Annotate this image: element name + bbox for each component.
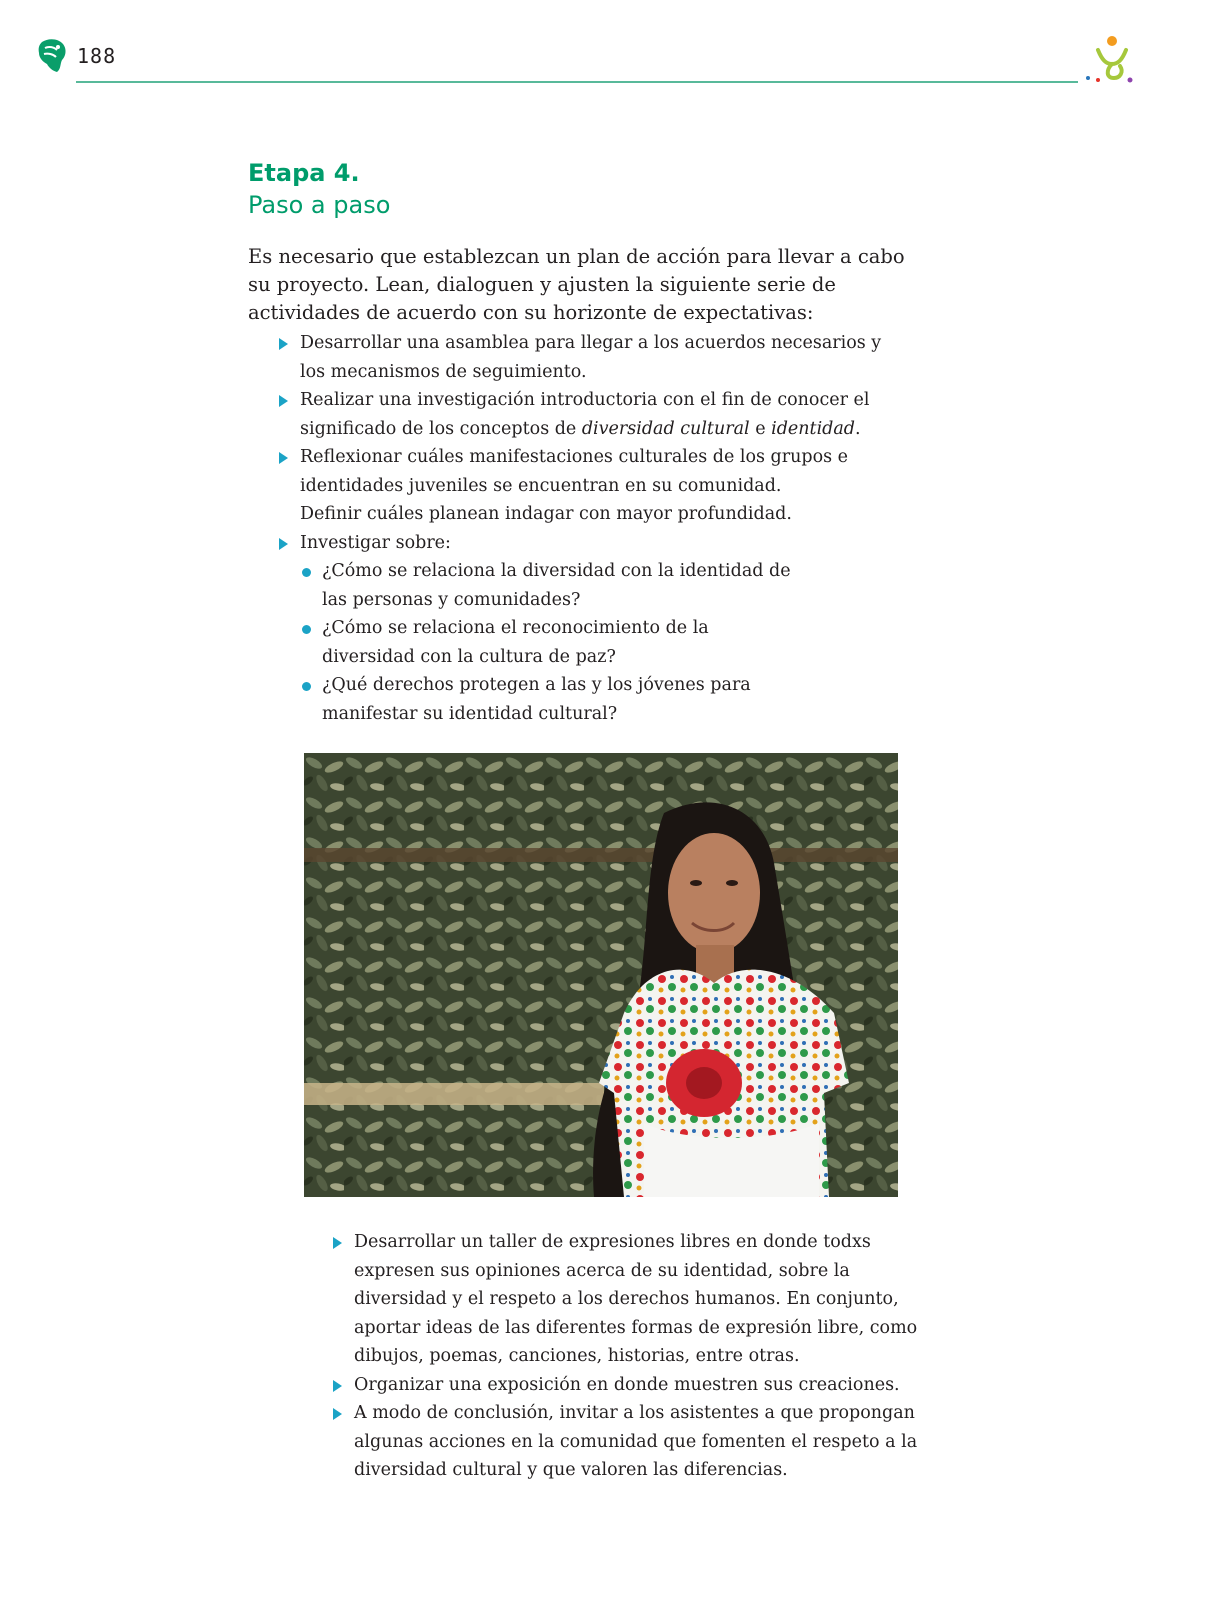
triangle-bullet-icon xyxy=(279,538,288,550)
step-text: Investigar sobre: xyxy=(300,532,451,553)
colorful-figure-emblem-icon xyxy=(1084,34,1136,86)
question-item xyxy=(300,557,800,614)
triangle-bullet-icon xyxy=(279,452,288,464)
step-text: A modo de conclusión, invitar a los asistentes a que propongan algunas acciones en la comunidad que fomenten el respeto a la diversidad cultural y que valoren las diferencias. xyxy=(354,1403,918,1480)
intro-paragraph: Es necesario que establezcan un plan de acción para llevar a cabo su proyecto. Lean, dialoguen y ajusten la siguiente serie de actividades de acuerdo con su horizonte de expectativas: xyxy=(248,245,905,324)
triangle-bullet-icon xyxy=(333,1380,342,1392)
list-item xyxy=(276,329,896,386)
dot-bullet-icon xyxy=(302,568,311,577)
triangle-bullet-icon xyxy=(279,395,288,407)
triangle-bullet-icon xyxy=(333,1237,342,1249)
question-text: ¿Qué derechos protegen a las y los jóvenes para manifestar su identidad cultural? xyxy=(322,675,751,724)
term-identity: identidad xyxy=(771,418,856,439)
list-item xyxy=(276,386,896,443)
dot-bullet-icon xyxy=(302,625,311,634)
triangle-bullet-icon xyxy=(333,1408,342,1420)
step-text: Desarrollar una asamblea para llegar a los acuerdos necesarios y los mecanismos de seguimiento. xyxy=(300,333,882,382)
questions-list xyxy=(300,557,800,728)
question-item xyxy=(300,614,800,671)
list-item xyxy=(330,1371,930,1400)
step-text: Desarrollar un taller de expresiones libres en donde todxs expresen sus opiniones acerca de su identidad, sobre la diversidad y el respeto a los derechos humanos. En conjunto, aportar ideas de las diferentes formas de expresión libre, como dibujos, poemas, canciones, historias, entre otras. xyxy=(354,1232,918,1366)
term-connector: e xyxy=(749,418,772,439)
steps-list-continued xyxy=(330,1228,930,1485)
step-end: . xyxy=(855,418,861,439)
header-rule xyxy=(76,81,1078,83)
step-text: Realizar una investigación introductoria con el fin de conocer el significado de los conceptos de xyxy=(300,390,870,439)
steps-list xyxy=(276,329,896,728)
list-item xyxy=(330,1228,930,1371)
stage-title: Etapa 4. xyxy=(248,159,360,187)
question-item xyxy=(300,671,800,728)
page-number: 188 xyxy=(77,44,117,68)
list-item xyxy=(330,1399,930,1485)
photo-young-woman-embroidered-blouse xyxy=(304,753,898,1197)
term-cultural-diversity: diversidad cultural xyxy=(581,418,750,439)
section-subtitle: Paso a paso xyxy=(248,191,391,219)
step-text-continued: Definir cuáles planean indagar con mayor profundidad. xyxy=(300,504,792,524)
green-bird-logo-icon xyxy=(36,38,68,74)
question-text: ¿Cómo se relaciona la diversidad con la identidad de las personas y comunidades? xyxy=(322,561,791,610)
list-item xyxy=(276,443,896,529)
section-heading xyxy=(248,157,390,221)
step-text: Organizar una exposición en donde muestren sus creaciones. xyxy=(354,1374,900,1395)
list-item xyxy=(276,529,896,729)
photo-illustration xyxy=(304,753,898,1197)
triangle-bullet-icon xyxy=(279,338,288,350)
step-text: Reflexionar cuáles manifestaciones culturales de los grupos e identidades juveniles se encuentran en su comunidad. xyxy=(300,447,849,496)
dot-bullet-icon xyxy=(302,682,311,691)
question-text: ¿Cómo se relaciona el reconocimiento de la diversidad con la cultura de paz? xyxy=(322,618,709,667)
